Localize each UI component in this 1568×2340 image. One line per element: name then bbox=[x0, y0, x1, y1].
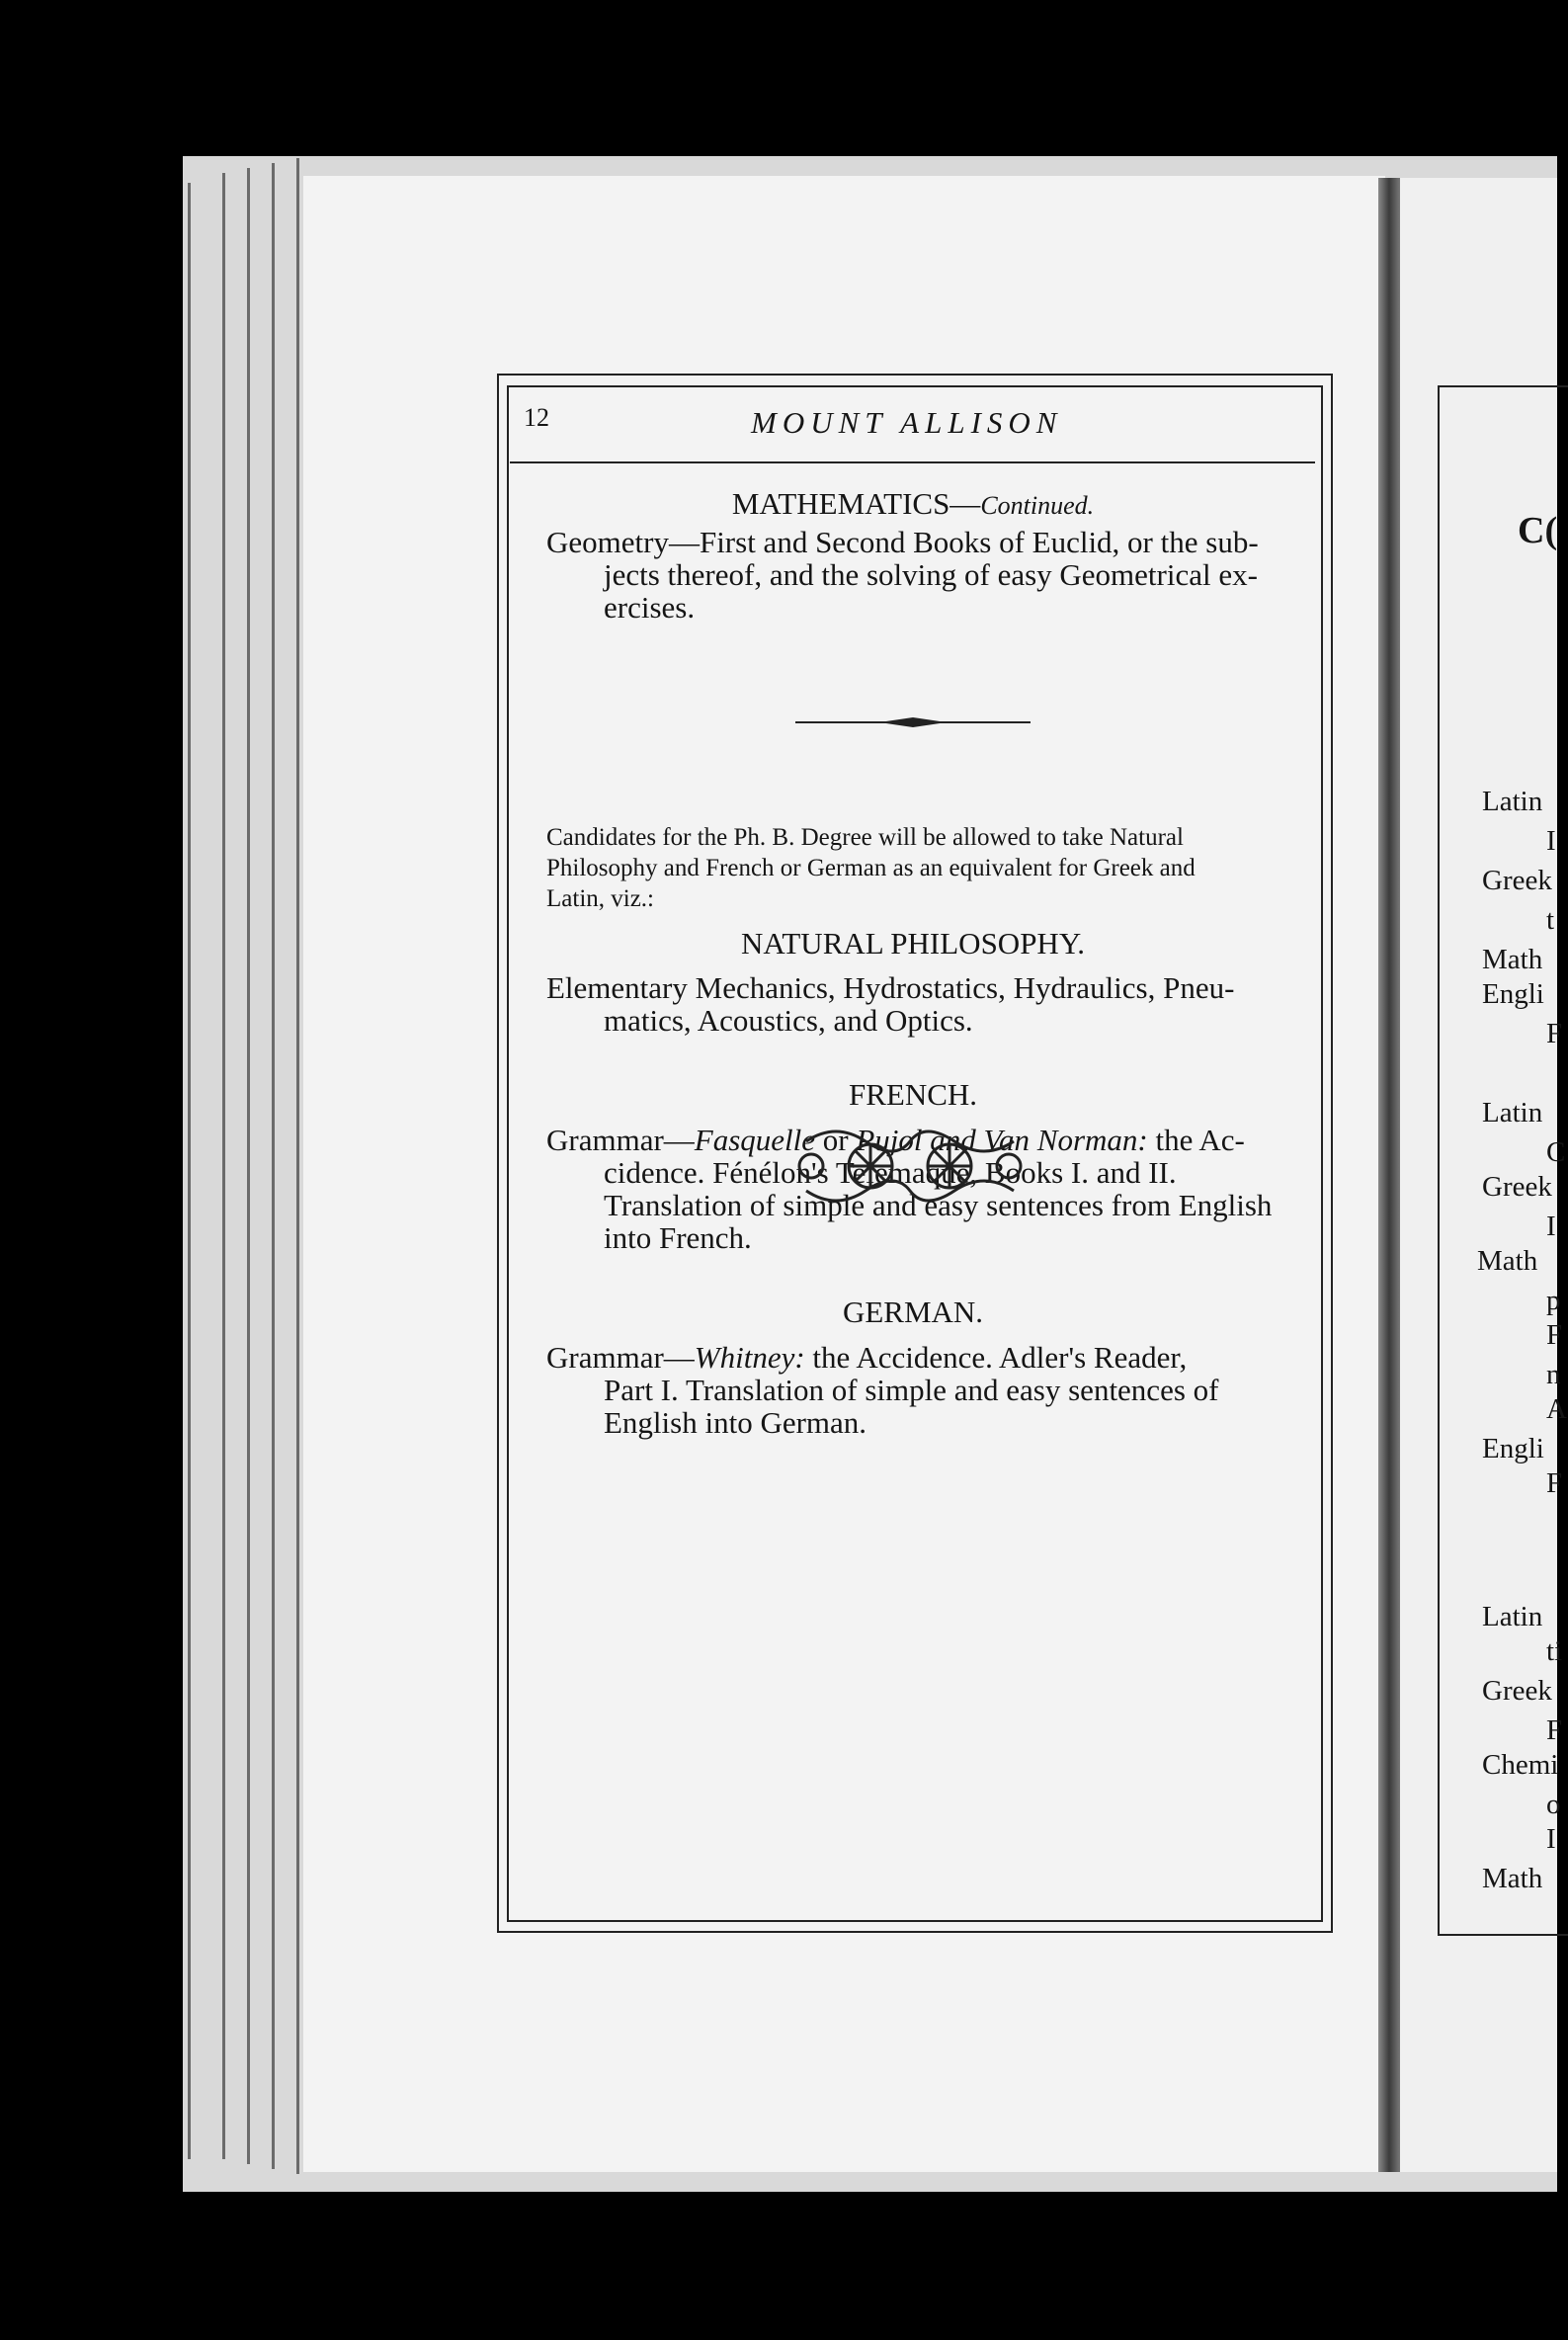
geometry-line: jects thereof, and the solving of easy Geometrical ex- bbox=[604, 557, 1258, 592]
natural-philosophy-line: Elementary Mechanics, Hydrostatics, Hydraulics, Pneu- bbox=[546, 970, 1235, 1005]
natural-philosophy-line: matics, Acoustics, and Optics. bbox=[604, 1003, 973, 1038]
running-head: MOUNT ALLISON bbox=[751, 405, 1063, 440]
right-page-line: Greek bbox=[1482, 1675, 1552, 1707]
right-page-line: F bbox=[1546, 1467, 1563, 1499]
french-author: Pujol and Van Norman: bbox=[856, 1123, 1148, 1157]
german-paragraph bbox=[546, 1341, 1282, 1439]
german-line: English into German. bbox=[604, 1405, 867, 1440]
right-page-line: t bbox=[1546, 904, 1555, 936]
mathematics-heading bbox=[507, 486, 1319, 522]
right-page-line: Latin bbox=[1482, 786, 1543, 817]
right-page-heading: C( bbox=[1518, 510, 1558, 551]
page-edge bbox=[247, 168, 250, 2164]
french-text: or bbox=[815, 1123, 857, 1157]
german-heading: GERMAN. bbox=[842, 1295, 984, 1329]
natural-philosophy-heading: NATURAL PHILOSOPHY. bbox=[741, 926, 1085, 961]
german-text: the Accidence. Adler's Reader, bbox=[804, 1340, 1188, 1375]
right-page-line: ti bbox=[1546, 1635, 1563, 1667]
right-page-line: F bbox=[1546, 1714, 1563, 1746]
right-page-line: F bbox=[1546, 1319, 1563, 1351]
german-line bbox=[546, 1341, 1282, 1374]
geometry-paragraph bbox=[546, 526, 1282, 624]
right-page-line: Engli bbox=[1482, 1433, 1544, 1464]
german-text: Grammar— bbox=[546, 1340, 695, 1375]
right-page-line: p bbox=[1546, 1285, 1561, 1316]
right-page-line: Engli bbox=[1482, 978, 1544, 1010]
geometry-line: ercises. bbox=[604, 590, 696, 625]
german-line: Part I. Translation of simple and easy sentences of bbox=[604, 1373, 1219, 1407]
phb-note-line: Latin, viz.: bbox=[546, 885, 654, 912]
right-page-line: I bbox=[1546, 825, 1556, 857]
right-page-line: Chemi bbox=[1482, 1749, 1559, 1781]
french-line: cidence. Fénélon's Telemaque, Books I. and II. bbox=[604, 1155, 1177, 1190]
right-page-line: Math bbox=[1477, 1245, 1538, 1277]
right-page-line: Latin bbox=[1482, 1097, 1543, 1128]
right-page-line: Greek bbox=[1482, 865, 1552, 896]
ornamental-rule bbox=[795, 715, 1031, 729]
right-page-line: C bbox=[1546, 1136, 1566, 1168]
right-page-line: I bbox=[1546, 1823, 1556, 1855]
french-line: Translation of simple and easy sentences from English bbox=[604, 1188, 1273, 1222]
header-rule bbox=[510, 461, 1315, 463]
page-edge bbox=[272, 163, 275, 2169]
right-page-line: Latin bbox=[1482, 1601, 1543, 1632]
french-text: Grammar— bbox=[546, 1123, 695, 1157]
french-text: the Ac- bbox=[1147, 1123, 1245, 1157]
phb-note-line: Candidates for the Ph. B. Degree will be allowed to take Natural bbox=[546, 824, 1184, 851]
tailpiece-ornament-icon bbox=[796, 1122, 1024, 1211]
german-author: Whitney: bbox=[694, 1340, 805, 1375]
right-page-line: n bbox=[1546, 1359, 1561, 1390]
phb-note-line: Philosophy and French or German as an equivalent for Greek and bbox=[546, 855, 1196, 881]
right-page-line: I bbox=[1546, 1211, 1556, 1242]
phb-note bbox=[546, 822, 1278, 914]
continued-label: Continued. bbox=[980, 491, 1095, 520]
page-number: 12 bbox=[524, 403, 549, 432]
page-edge bbox=[188, 183, 191, 2159]
page-edge bbox=[222, 173, 225, 2159]
right-page-line: Math bbox=[1482, 1863, 1543, 1894]
mathematics-heading-text: MATHEMATICS— bbox=[731, 486, 981, 521]
natural-philosophy-paragraph bbox=[546, 971, 1282, 1037]
right-page-line: Math bbox=[1482, 944, 1543, 975]
geometry-line: Geometry—First and Second Books of Euclid, or the sub- bbox=[546, 525, 1259, 559]
right-page-line: F bbox=[1546, 1018, 1563, 1049]
french-author: Fasquelle bbox=[694, 1123, 816, 1157]
book-gutter bbox=[1378, 178, 1400, 2172]
french-line: into French. bbox=[604, 1220, 752, 1255]
page-edge bbox=[296, 158, 299, 2174]
right-page-line: o bbox=[1546, 1789, 1561, 1820]
french-heading: FRENCH. bbox=[848, 1077, 978, 1112]
right-page-line: A bbox=[1546, 1393, 1567, 1425]
right-page-line: Greek bbox=[1482, 1171, 1552, 1203]
